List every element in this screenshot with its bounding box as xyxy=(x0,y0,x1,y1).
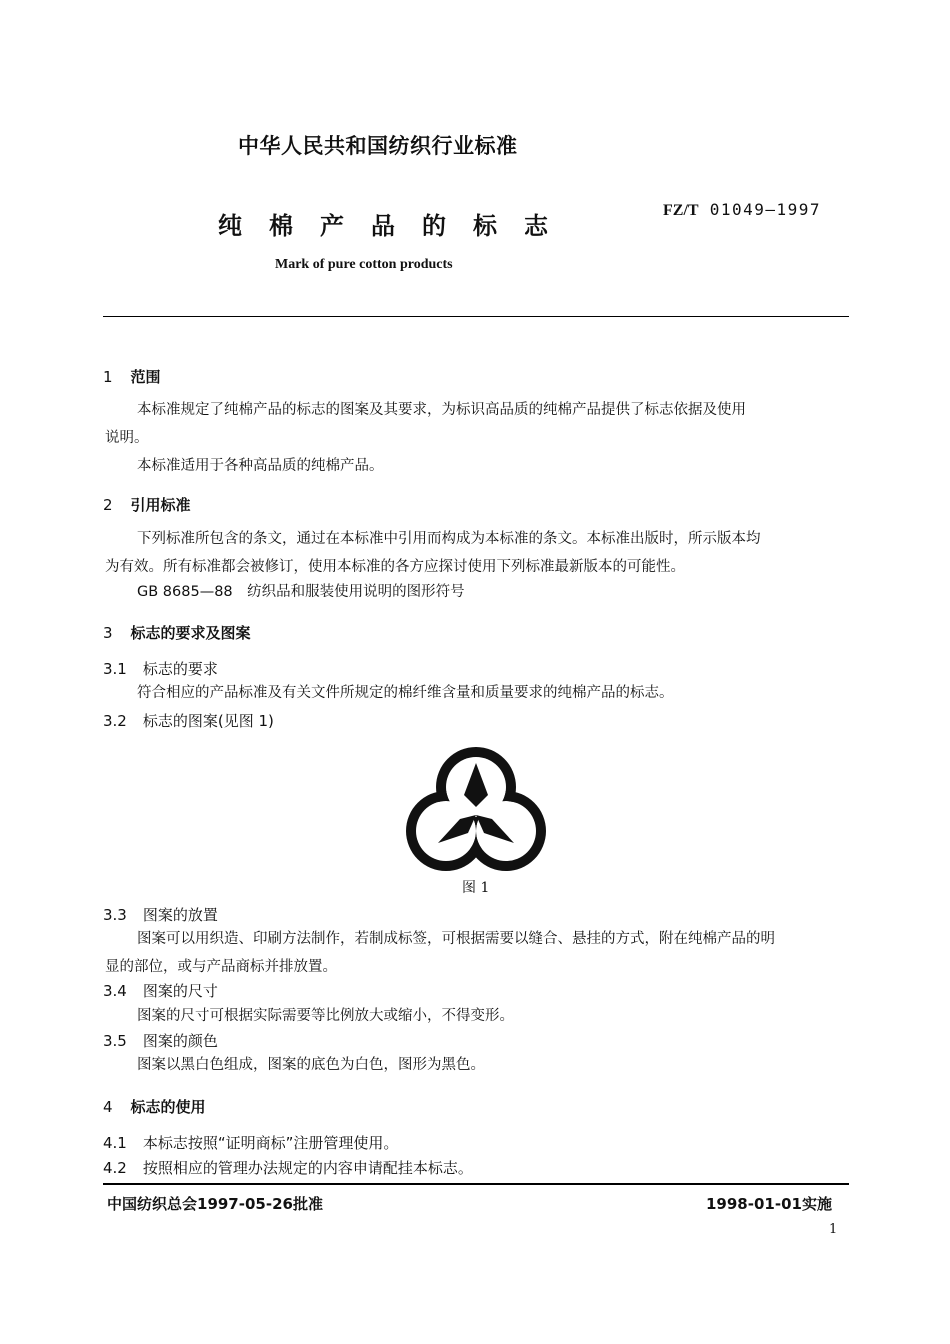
subsection-3-3-heading xyxy=(103,904,218,925)
approval-statement: 中国纺织总会1997-05-26批准 xyxy=(107,1195,323,1213)
figure-caption: 图 1 xyxy=(462,880,490,896)
standard-code: 01049—1997 xyxy=(709,200,822,219)
section-title: 范围 xyxy=(130,368,161,386)
pure-cotton-mark-figure xyxy=(402,745,550,873)
subsection-number: 3.4 xyxy=(103,982,127,1000)
subsection-3-2-heading xyxy=(103,710,274,731)
subsection-title: 标志的要求 xyxy=(142,660,218,678)
subsection-title: 图案的尺寸 xyxy=(142,982,218,1000)
section-2-paragraph-line: 下列标准所包含的条文，通过在本标准中引用而构成为本标准的条文。本标准出版时，所示版本均 xyxy=(137,531,761,547)
english-title: Mark of pure cotton products xyxy=(275,257,453,272)
subsection-number: 4.1 xyxy=(103,1134,127,1152)
section-title: 引用标准 xyxy=(130,496,191,514)
section-2-paragraph-line: 为有效。所有标准都会被修订，使用本标准的各方应探讨使用下列标准最新版本的可能性。 xyxy=(105,559,685,575)
section-1-paragraph-line: 说明。 xyxy=(105,430,149,446)
section-1-paragraph-line: 本标准规定了纯棉产品的标志的图案及其要求，为标识高品质的纯棉产品提供了标志依据及使用 xyxy=(137,402,746,418)
subsection-3-5-text: 图案以黑白色组成，图案的底色为白色，图形为黑色。 xyxy=(137,1057,485,1073)
section-number: 4 xyxy=(103,1098,113,1116)
section-1-paragraph: 本标准适用于各种高品质的纯棉产品。 xyxy=(137,458,384,474)
standard-number xyxy=(663,200,821,220)
document-title: 纯棉产品的标志 xyxy=(218,212,575,240)
subsection-3-5-heading xyxy=(103,1030,218,1051)
subsection-3-4-heading xyxy=(103,980,218,1001)
subsection-3-3-line: 图案可以用织造、印刷方法制作，若制成标签，可根据需要以缝合、悬挂的方式，附在纯棉产品的明 xyxy=(137,931,775,947)
subsection-title: 图案的颜色 xyxy=(142,1032,218,1050)
subsection-text: 按照相应的管理办法规定的内容申请配挂本标志。 xyxy=(142,1159,473,1177)
referenced-standard: GB 8685—88 纺织品和服装使用说明的图形符号 xyxy=(137,584,465,600)
footer-divider xyxy=(103,1183,849,1185)
section-number: 1 xyxy=(103,368,113,386)
section-1-heading xyxy=(103,366,161,387)
subsection-3-1-text: 符合相应的产品标准及有关文件所规定的棉纤维含量和质量要求的纯棉产品的标志。 xyxy=(137,685,674,701)
subsection-3-4-text: 图案的尺寸可根据实际需要等比例放大或缩小，不得变形。 xyxy=(137,1008,514,1024)
section-number: 2 xyxy=(103,496,113,514)
issuing-body-title: 中华人民共和国纺织行业标准 xyxy=(238,134,518,158)
subsection-title: 标志的图案(见图 1) xyxy=(142,712,274,730)
subsection-title: 图案的放置 xyxy=(142,906,218,924)
subsection-number: 3.3 xyxy=(103,906,127,924)
subsection-3-3-line: 显的部位，或与产品商标并排放置。 xyxy=(105,959,337,975)
section-number: 3 xyxy=(103,624,113,642)
section-2-heading xyxy=(103,494,191,515)
subsection-number: 4.2 xyxy=(103,1159,127,1177)
section-4-heading xyxy=(103,1096,206,1117)
standard-prefix: FZ/T xyxy=(663,202,699,219)
subsection-4-1 xyxy=(103,1132,398,1153)
subsection-4-2 xyxy=(103,1157,473,1178)
page-number: 1 xyxy=(829,1222,838,1237)
subsection-3-1-heading xyxy=(103,658,218,679)
header-divider xyxy=(103,316,849,317)
section-3-heading xyxy=(103,622,251,643)
section-title: 标志的使用 xyxy=(130,1098,206,1116)
subsection-text: 本标志按照“证明商标”注册管理使用。 xyxy=(142,1134,399,1152)
subsection-number: 3.1 xyxy=(103,660,127,678)
implementation-statement: 1998-01-01实施 xyxy=(706,1195,832,1213)
section-title: 标志的要求及图案 xyxy=(130,624,251,642)
subsection-number: 3.5 xyxy=(103,1032,127,1050)
subsection-number: 3.2 xyxy=(103,712,127,730)
